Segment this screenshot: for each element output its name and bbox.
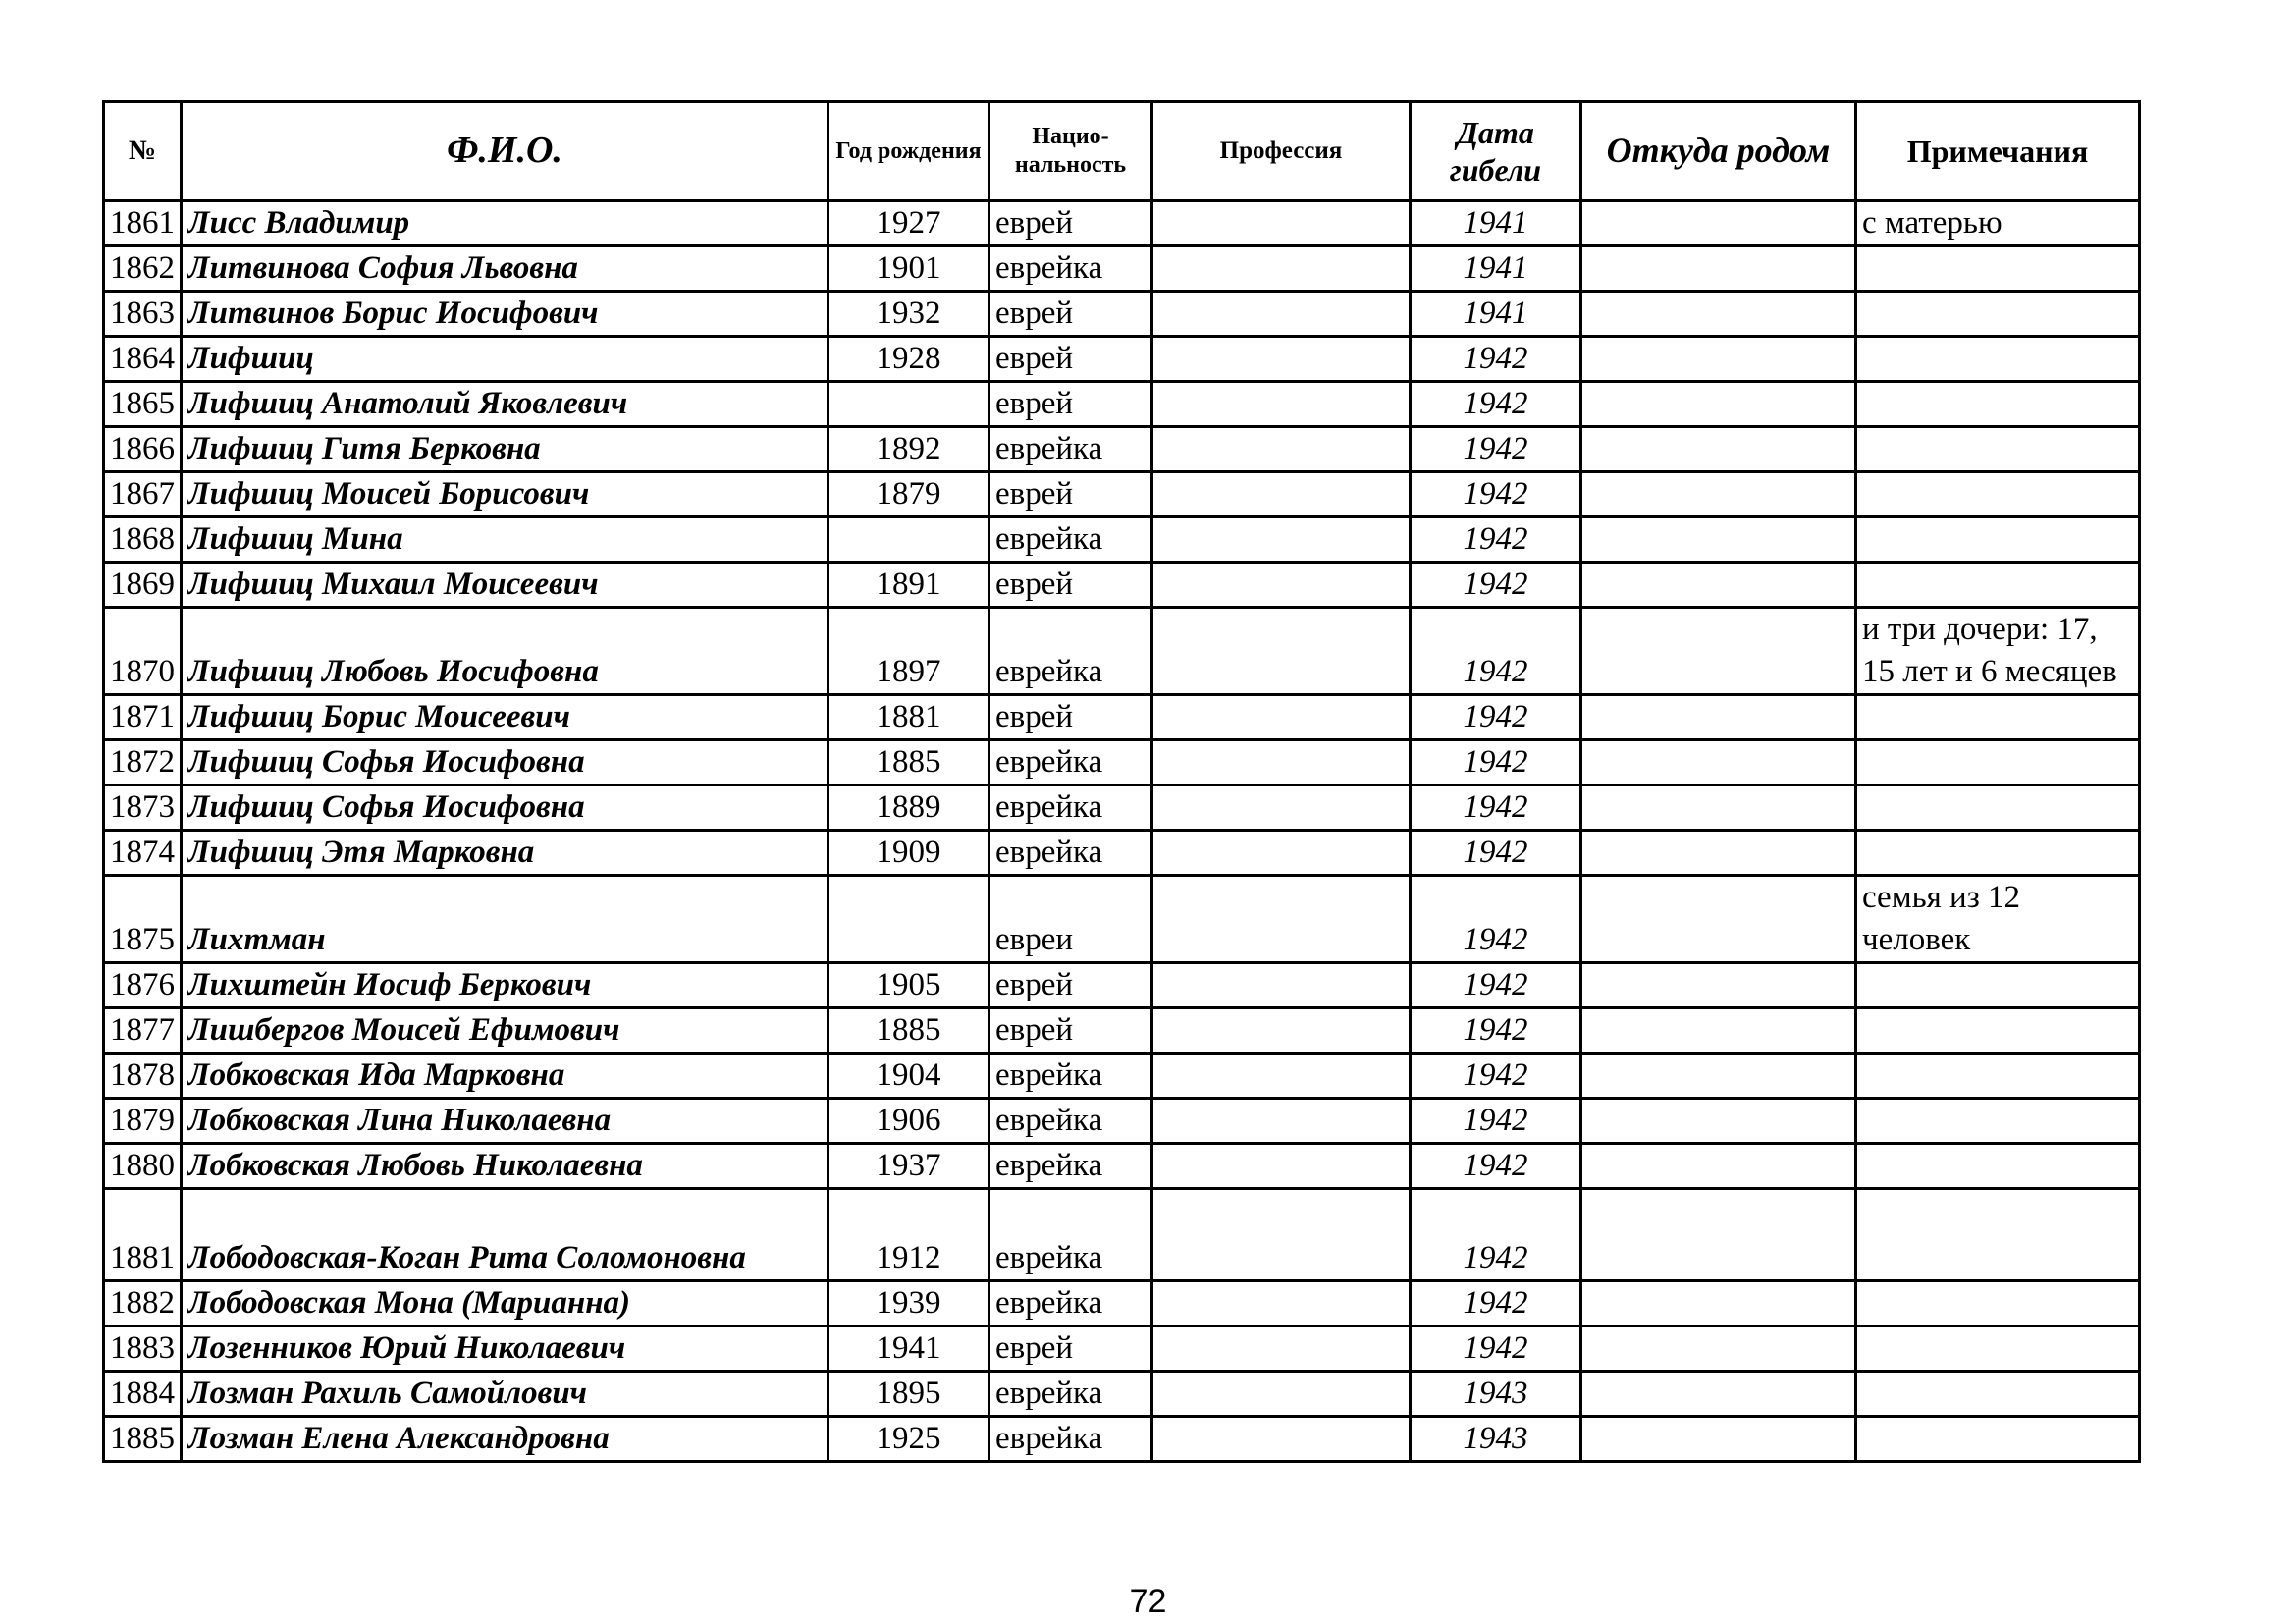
row-number-cell: 1862 <box>104 246 182 292</box>
birth-year-cell: 1937 <box>828 1144 989 1189</box>
full-name-cell: Лобковская Ида Марковна <box>182 1054 828 1099</box>
birth-year-cell: 1881 <box>828 695 989 740</box>
full-name-cell: Лифшиц Михаил Моисеевич <box>182 563 828 608</box>
origin-cell <box>1581 517 1856 563</box>
nationality-cell: еврейка <box>989 517 1152 563</box>
death-year-cell: 1942 <box>1411 1189 1581 1281</box>
full-name-cell: Лободовская Мона (Марианна) <box>182 1281 828 1326</box>
table-row <box>104 785 2140 831</box>
nationality-cell: еврейка <box>989 831 1152 876</box>
origin-cell <box>1581 201 1856 246</box>
table-row <box>104 1189 2140 1281</box>
profession-cell <box>1152 382 1411 427</box>
origin-cell <box>1581 785 1856 831</box>
row-number-cell: 1872 <box>104 740 182 785</box>
full-name-cell: Лифшиц Софья Иосифовна <box>182 740 828 785</box>
notes-cell <box>1856 292 2140 337</box>
column-header-origin: Откуда родом <box>1581 102 1856 201</box>
full-name-cell: Лифшиц Софья Иосифовна <box>182 785 828 831</box>
notes-cell <box>1856 1054 2140 1099</box>
full-name-cell: Лозман Елена Александровна <box>182 1417 828 1462</box>
notes-cell <box>1856 563 2140 608</box>
notes-cell <box>1856 1417 2140 1462</box>
header-row <box>104 102 2140 201</box>
table-row <box>104 337 2140 382</box>
origin-cell <box>1581 831 1856 876</box>
nationality-cell: еврейка <box>989 1189 1152 1281</box>
origin-cell <box>1581 1372 1856 1417</box>
notes-cell <box>1856 1189 2140 1281</box>
birth-year-cell: 1932 <box>828 292 989 337</box>
birth-year-cell: 1927 <box>828 201 989 246</box>
page-number: 72 <box>1129 1583 1167 1620</box>
row-number-cell: 1861 <box>104 201 182 246</box>
column-header-death-date: Дата гибели <box>1411 102 1581 201</box>
table-row <box>104 472 2140 517</box>
table-row <box>104 1054 2140 1099</box>
birth-year-cell: 1941 <box>828 1326 989 1372</box>
notes-cell <box>1856 337 2140 382</box>
origin-cell <box>1581 1189 1856 1281</box>
row-number-cell: 1880 <box>104 1144 182 1189</box>
table-row <box>104 876 2140 963</box>
column-header-nationality: Нацио-нальность <box>989 102 1152 201</box>
row-number-cell: 1881 <box>104 1189 182 1281</box>
notes-cell: с матерью <box>1856 201 2140 246</box>
birth-year-cell: 1939 <box>828 1281 989 1326</box>
row-number-cell: 1870 <box>104 608 182 695</box>
notes-cell <box>1856 382 2140 427</box>
death-year-cell: 1942 <box>1411 963 1581 1008</box>
profession-cell <box>1152 337 1411 382</box>
notes-cell <box>1856 1372 2140 1417</box>
notes-cell <box>1856 246 2140 292</box>
full-name-cell: Лисс Владимир <box>182 201 828 246</box>
table-body <box>104 201 2140 1462</box>
table-row <box>104 1008 2140 1054</box>
nationality-cell: еврейка <box>989 1281 1152 1326</box>
full-name-cell: Лифшиц Анатолий Яковлевич <box>182 382 828 427</box>
death-year-cell: 1941 <box>1411 292 1581 337</box>
origin-cell <box>1581 337 1856 382</box>
birth-year-cell <box>828 382 989 427</box>
death-year-cell: 1942 <box>1411 695 1581 740</box>
death-year-cell: 1942 <box>1411 1281 1581 1326</box>
full-name-cell: Лобковская Лина Николаевна <box>182 1099 828 1144</box>
origin-cell <box>1581 1008 1856 1054</box>
origin-cell <box>1581 292 1856 337</box>
full-name-cell: Лихштейн Иосиф Беркович <box>182 963 828 1008</box>
row-number-cell: 1874 <box>104 831 182 876</box>
origin-cell <box>1581 1099 1856 1144</box>
full-name-cell: Лишбергов Моисей Ефимович <box>182 1008 828 1054</box>
nationality-cell: еврейка <box>989 785 1152 831</box>
full-name-cell: Лифшиц Гитя Берковна <box>182 427 828 472</box>
origin-cell <box>1581 1144 1856 1189</box>
profession-cell <box>1152 1372 1411 1417</box>
profession-cell <box>1152 563 1411 608</box>
full-name-cell: Литвинова София Львовна <box>182 246 828 292</box>
row-number-cell: 1878 <box>104 1054 182 1099</box>
notes-cell <box>1856 695 2140 740</box>
full-name-cell: Лифшиц Любовь Иосифовна <box>182 608 828 695</box>
death-year-cell: 1942 <box>1411 1008 1581 1054</box>
origin-cell <box>1581 427 1856 472</box>
death-year-cell: 1942 <box>1411 1054 1581 1099</box>
death-year-cell: 1942 <box>1411 1326 1581 1372</box>
column-header-profession: Профессия <box>1152 102 1411 201</box>
row-number-cell: 1871 <box>104 695 182 740</box>
birth-year-cell: 1901 <box>828 246 989 292</box>
table-row <box>104 1144 2140 1189</box>
nationality-cell: еврейка <box>989 1144 1152 1189</box>
birth-year-cell: 1885 <box>828 740 989 785</box>
row-number-cell: 1875 <box>104 876 182 963</box>
profession-cell <box>1152 1189 1411 1281</box>
notes-cell <box>1856 785 2140 831</box>
row-number-cell: 1882 <box>104 1281 182 1326</box>
death-year-cell: 1942 <box>1411 563 1581 608</box>
notes-cell <box>1856 517 2140 563</box>
death-year-cell: 1942 <box>1411 785 1581 831</box>
nationality-cell: еврей <box>989 472 1152 517</box>
nationality-cell: еврей <box>989 563 1152 608</box>
table-row <box>104 382 2140 427</box>
birth-year-cell: 1892 <box>828 427 989 472</box>
birth-year-cell: 1897 <box>828 608 989 695</box>
death-year-cell: 1943 <box>1411 1372 1581 1417</box>
profession-cell <box>1152 472 1411 517</box>
full-name-cell: Лозман Рахиль Самойлович <box>182 1372 828 1417</box>
origin-cell <box>1581 740 1856 785</box>
notes-cell <box>1856 1281 2140 1326</box>
row-number-cell: 1868 <box>104 517 182 563</box>
death-year-cell: 1941 <box>1411 246 1581 292</box>
notes-cell <box>1856 472 2140 517</box>
nationality-cell: еврей <box>989 963 1152 1008</box>
profession-cell <box>1152 1281 1411 1326</box>
profession-cell <box>1152 427 1411 472</box>
table-row <box>104 246 2140 292</box>
birth-year-cell: 1879 <box>828 472 989 517</box>
profession-cell <box>1152 963 1411 1008</box>
column-header-birth-year: Год рождения <box>828 102 989 201</box>
origin-cell <box>1581 963 1856 1008</box>
notes-cell <box>1856 1144 2140 1189</box>
full-name-cell: Лифшиц Мина <box>182 517 828 563</box>
death-year-cell: 1942 <box>1411 740 1581 785</box>
row-number-cell: 1863 <box>104 292 182 337</box>
notes-cell: и три дочери: 17, 15 лет и 6 месяцев <box>1856 608 2140 695</box>
birth-year-cell: 1889 <box>828 785 989 831</box>
death-year-cell: 1941 <box>1411 201 1581 246</box>
table-row <box>104 292 2140 337</box>
row-number-cell: 1884 <box>104 1372 182 1417</box>
death-year-cell: 1942 <box>1411 876 1581 963</box>
full-name-cell: Лифшиц <box>182 337 828 382</box>
nationality-cell: еврейка <box>989 246 1152 292</box>
nationality-cell: евреи <box>989 876 1152 963</box>
full-name-cell: Лозенников Юрий Николаевич <box>182 1326 828 1372</box>
row-number-cell: 1876 <box>104 963 182 1008</box>
notes-cell <box>1856 831 2140 876</box>
profession-cell <box>1152 201 1411 246</box>
birth-year-cell: 1912 <box>828 1189 989 1281</box>
birth-year-cell <box>828 517 989 563</box>
profession-cell <box>1152 608 1411 695</box>
row-number-cell: 1877 <box>104 1008 182 1054</box>
table-row <box>104 201 2140 246</box>
nationality-cell: еврей <box>989 1008 1152 1054</box>
death-year-cell: 1942 <box>1411 1144 1581 1189</box>
nationality-cell: еврейка <box>989 427 1152 472</box>
notes-cell <box>1856 1099 2140 1144</box>
profession-cell <box>1152 1054 1411 1099</box>
death-year-cell: 1942 <box>1411 382 1581 427</box>
notes-cell <box>1856 963 2140 1008</box>
birth-year-cell: 1905 <box>828 963 989 1008</box>
nationality-cell: еврей <box>989 337 1152 382</box>
nationality-cell: еврейка <box>989 1417 1152 1462</box>
profession-cell <box>1152 695 1411 740</box>
row-number-cell: 1879 <box>104 1099 182 1144</box>
origin-cell <box>1581 563 1856 608</box>
origin-cell <box>1581 472 1856 517</box>
profession-cell <box>1152 1326 1411 1372</box>
row-number-cell: 1865 <box>104 382 182 427</box>
nationality-cell: еврейка <box>989 1054 1152 1099</box>
row-number-cell: 1873 <box>104 785 182 831</box>
death-year-cell: 1942 <box>1411 831 1581 876</box>
death-year-cell: 1942 <box>1411 337 1581 382</box>
death-year-cell: 1942 <box>1411 472 1581 517</box>
origin-cell <box>1581 1054 1856 1099</box>
profession-cell <box>1152 1417 1411 1462</box>
origin-cell <box>1581 1326 1856 1372</box>
table-row <box>104 1417 2140 1462</box>
row-number-cell: 1867 <box>104 472 182 517</box>
nationality-cell: еврей <box>989 201 1152 246</box>
full-name-cell: Лифшиц Борис Моисеевич <box>182 695 828 740</box>
profession-cell <box>1152 876 1411 963</box>
nationality-cell: еврейка <box>989 740 1152 785</box>
row-number-cell: 1864 <box>104 337 182 382</box>
table-row <box>104 608 2140 695</box>
column-header-full-name: Ф.И.О. <box>182 102 828 201</box>
profession-cell <box>1152 740 1411 785</box>
table-row <box>104 740 2140 785</box>
origin-cell <box>1581 246 1856 292</box>
birth-year-cell: 1906 <box>828 1099 989 1144</box>
full-name-cell: Литвинов Борис Иосифович <box>182 292 828 337</box>
death-year-cell: 1942 <box>1411 427 1581 472</box>
nationality-cell: еврей <box>989 292 1152 337</box>
profession-cell <box>1152 517 1411 563</box>
birth-year-cell: 1925 <box>828 1417 989 1462</box>
death-year-cell: 1942 <box>1411 608 1581 695</box>
notes-cell <box>1856 740 2140 785</box>
table-row <box>104 1326 2140 1372</box>
nationality-cell: еврей <box>989 1326 1152 1372</box>
notes-cell <box>1856 427 2140 472</box>
table-row <box>104 517 2140 563</box>
table-row <box>104 1372 2140 1417</box>
profession-cell <box>1152 1008 1411 1054</box>
origin-cell <box>1581 1417 1856 1462</box>
nationality-cell: еврей <box>989 695 1152 740</box>
table-row <box>104 831 2140 876</box>
profession-cell <box>1152 1099 1411 1144</box>
origin-cell <box>1581 608 1856 695</box>
row-number-cell: 1866 <box>104 427 182 472</box>
notes-cell <box>1856 1326 2140 1372</box>
birth-year-cell: 1904 <box>828 1054 989 1099</box>
full-name-cell: Лободовская-Коган Рита Соломоновна <box>182 1189 828 1281</box>
table-row <box>104 1281 2140 1326</box>
notes-cell: семья из 12 человек <box>1856 876 2140 963</box>
birth-year-cell <box>828 876 989 963</box>
birth-year-cell: 1885 <box>828 1008 989 1054</box>
notes-cell <box>1856 1008 2140 1054</box>
birth-year-cell: 1895 <box>828 1372 989 1417</box>
profession-cell <box>1152 785 1411 831</box>
row-number-cell: 1883 <box>104 1326 182 1372</box>
row-number-cell: 1885 <box>104 1417 182 1462</box>
death-year-cell: 1943 <box>1411 1417 1581 1462</box>
victims-table <box>102 100 2141 1463</box>
death-year-cell: 1942 <box>1411 517 1581 563</box>
profession-cell <box>1152 292 1411 337</box>
column-header-number: № <box>104 102 182 201</box>
table-row <box>104 963 2140 1008</box>
table-row <box>104 563 2140 608</box>
origin-cell <box>1581 382 1856 427</box>
birth-year-cell: 1928 <box>828 337 989 382</box>
row-number-cell: 1869 <box>104 563 182 608</box>
full-name-cell: Лихтман <box>182 876 828 963</box>
death-year-cell: 1942 <box>1411 1099 1581 1144</box>
column-header-notes: Примечания <box>1856 102 2140 201</box>
table-row <box>104 427 2140 472</box>
nationality-cell: еврей <box>989 382 1152 427</box>
table-row <box>104 1099 2140 1144</box>
table-row <box>104 695 2140 740</box>
profession-cell <box>1152 246 1411 292</box>
nationality-cell: еврейка <box>989 1099 1152 1144</box>
full-name-cell: Лобковская Любовь Николаевна <box>182 1144 828 1189</box>
birth-year-cell: 1909 <box>828 831 989 876</box>
profession-cell <box>1152 831 1411 876</box>
birth-year-cell: 1891 <box>828 563 989 608</box>
profession-cell <box>1152 1144 1411 1189</box>
origin-cell <box>1581 876 1856 963</box>
origin-cell <box>1581 695 1856 740</box>
nationality-cell: еврейка <box>989 1372 1152 1417</box>
origin-cell <box>1581 1281 1856 1326</box>
nationality-cell: еврейка <box>989 608 1152 695</box>
full-name-cell: Лифшиц Моисей Борисович <box>182 472 828 517</box>
full-name-cell: Лифшиц Этя Марковна <box>182 831 828 876</box>
